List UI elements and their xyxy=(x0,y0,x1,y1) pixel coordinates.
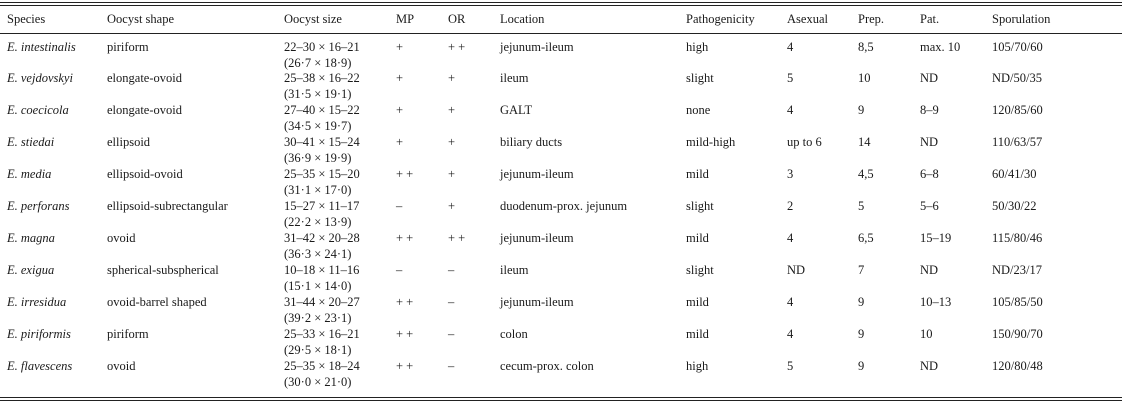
oocyst-size-range: 31–42 × 20–28 xyxy=(284,231,360,245)
col-header-oocyst-size: Oocyst size xyxy=(284,12,342,26)
cell-size xyxy=(277,199,389,231)
cell-pat: 6–8 xyxy=(920,167,939,181)
cell-location: jejunum-ileum xyxy=(500,167,574,181)
cell-asexual: 4 xyxy=(787,327,794,341)
cell-sporulation: 105/70/60 xyxy=(992,40,1043,54)
cell-mp: + + xyxy=(396,167,414,181)
cell-sporulation: 120/80/48 xyxy=(992,359,1043,373)
cell-size xyxy=(277,71,389,103)
oocyst-size-range: 31–44 × 20–27 xyxy=(284,295,360,309)
cell-shape: ovoid-barrel shaped xyxy=(107,295,207,309)
cell-size xyxy=(277,103,389,135)
cell-mp: + xyxy=(396,135,404,149)
cell-species: E. stiedai xyxy=(7,135,55,149)
oocyst-size-mean: (31·1 × 17·0) xyxy=(284,182,352,197)
cell-pat: ND xyxy=(920,135,939,149)
oocyst-size-mean: (31·5 × 19·1) xyxy=(284,86,352,101)
col-header-sporulation: Sporulation xyxy=(992,12,1051,26)
cell-species: E. intestinalis xyxy=(7,40,76,54)
oocyst-size-range: 25–35 × 18–24 xyxy=(284,359,360,373)
cell-pat: 8–9 xyxy=(920,103,939,117)
cell-sporulation: 115/80/46 xyxy=(992,231,1043,245)
cell-mp: + xyxy=(396,40,404,54)
col-header-prep: Prep. xyxy=(858,12,885,26)
table-row xyxy=(0,295,1122,327)
cell-location: colon xyxy=(500,327,528,341)
cell-or: + xyxy=(448,135,456,149)
oocyst-size-range: 30–41 × 15–24 xyxy=(284,135,360,149)
cell-asexual: 3 xyxy=(787,167,794,181)
cell-mp: + + xyxy=(396,231,414,245)
cell-size xyxy=(277,167,389,199)
oocyst-size-range: 10–18 × 11–16 xyxy=(284,263,360,277)
cell-asexual: 4 xyxy=(787,103,794,117)
cell-pathogenicity: slight xyxy=(686,263,714,277)
cell-location: biliary ducts xyxy=(500,135,563,149)
cell-mp: – xyxy=(396,199,403,213)
col-header-location: Location xyxy=(500,12,545,26)
cell-sporulation: 110/63/57 xyxy=(992,135,1043,149)
oocyst-size-range: 27–40 × 15–22 xyxy=(284,103,360,117)
cell-prep: 5 xyxy=(858,199,865,213)
eimeria-species-table xyxy=(0,6,1122,391)
cell-prep: 8,5 xyxy=(858,40,874,54)
oocyst-size-mean: (39·2 × 23·1) xyxy=(284,310,352,325)
cell-prep: 14 xyxy=(858,135,871,149)
cell-size xyxy=(277,327,389,359)
cell-mp: + xyxy=(396,103,404,117)
table-body xyxy=(0,33,1122,391)
oocyst-size-mean: (26·7 × 18·9) xyxy=(284,55,352,70)
cell-shape: elongate-ovoid xyxy=(107,103,182,117)
oocyst-size-range: 25–38 × 16–22 xyxy=(284,71,360,85)
cell-pathogenicity: mild xyxy=(686,231,709,245)
cell-species: E. media xyxy=(7,167,52,181)
cell-species: E. magna xyxy=(7,231,55,245)
cell-asexual: ND xyxy=(787,263,806,277)
cell-or: + + xyxy=(448,231,466,245)
table-row xyxy=(0,71,1122,103)
cell-pathogenicity: mild xyxy=(686,167,709,181)
cell-prep: 4,5 xyxy=(858,167,874,181)
cell-size xyxy=(277,295,389,327)
col-header-or: OR xyxy=(448,12,466,26)
cell-pat: 5–6 xyxy=(920,199,939,213)
cell-location: jejunum-ileum xyxy=(500,40,574,54)
cell-pat: 10–13 xyxy=(920,295,952,309)
cell-species: E. piriformis xyxy=(7,327,71,341)
cell-or: – xyxy=(448,295,455,309)
cell-or: + xyxy=(448,199,456,213)
oocyst-size-range: 22–30 × 16–21 xyxy=(284,40,360,54)
cell-size xyxy=(277,263,389,295)
oocyst-size-mean: (22·2 × 13·9) xyxy=(284,214,352,229)
cell-asexual: 2 xyxy=(787,199,794,213)
cell-sporulation: ND/23/17 xyxy=(992,263,1042,277)
cell-sporulation: 120/85/60 xyxy=(992,103,1043,117)
cell-size xyxy=(277,135,389,167)
cell-species: E. exigua xyxy=(7,263,55,277)
cell-shape: ovoid xyxy=(107,231,136,245)
cell-shape: spherical-subspherical xyxy=(107,263,219,277)
cell-pathogenicity: high xyxy=(686,40,709,54)
cell-shape: ellipsoid xyxy=(107,135,151,149)
table-row xyxy=(0,33,1122,71)
cell-pathogenicity: high xyxy=(686,359,709,373)
cell-location: cecum-prox. colon xyxy=(500,359,594,373)
cell-mp: – xyxy=(396,263,403,277)
cell-mp: + + xyxy=(396,327,414,341)
col-header-oocyst-shape: Oocyst shape xyxy=(107,12,174,26)
bottom-rule-inner xyxy=(0,400,1122,401)
cell-pathogenicity: mild-high xyxy=(686,135,736,149)
table-row xyxy=(0,199,1122,231)
cell-prep: 9 xyxy=(858,295,865,309)
cell-shape: piriform xyxy=(107,327,149,341)
cell-pat: ND xyxy=(920,71,939,85)
cell-asexual: 4 xyxy=(787,295,794,309)
cell-or: – xyxy=(448,327,455,341)
cell-species: E. coecicola xyxy=(7,103,69,117)
cell-prep: 6,5 xyxy=(858,231,874,245)
cell-prep: 7 xyxy=(858,263,865,277)
cell-sporulation: 50/30/22 xyxy=(992,199,1037,213)
col-header-mp: MP xyxy=(396,12,415,26)
cell-size xyxy=(277,359,389,391)
cell-mp: + + xyxy=(396,359,414,373)
table-row xyxy=(0,327,1122,359)
cell-prep: 9 xyxy=(858,103,865,117)
cell-location: duodenum-prox. jejunum xyxy=(500,199,628,213)
bottom-rule xyxy=(0,397,1122,398)
oocyst-size-mean: (34·5 × 19·7) xyxy=(284,118,352,133)
cell-or: + xyxy=(448,71,456,85)
cell-pat: ND xyxy=(920,359,939,373)
cell-pat: ND xyxy=(920,263,939,277)
table-row xyxy=(0,231,1122,263)
oocyst-size-mean: (29·5 × 18·1) xyxy=(284,342,352,357)
cell-location: jejunum-ileum xyxy=(500,295,574,309)
cell-size xyxy=(277,33,389,71)
cell-location: jejunum-ileum xyxy=(500,231,574,245)
cell-prep: 9 xyxy=(858,359,865,373)
cell-or: – xyxy=(448,359,455,373)
cell-sporulation: 60/41/30 xyxy=(992,167,1037,181)
col-header-asexual: Asexual xyxy=(787,12,828,26)
cell-asexual: 5 xyxy=(787,71,794,85)
cell-species: E. vejdovskyi xyxy=(7,71,73,85)
cell-asexual: up to 6 xyxy=(787,135,822,149)
oocyst-size-range: 15–27 × 11–17 xyxy=(284,199,360,213)
table-row xyxy=(0,167,1122,199)
cell-mp: + xyxy=(396,71,404,85)
cell-shape: ovoid xyxy=(107,359,136,373)
cell-mp: + + xyxy=(396,295,414,309)
header-row xyxy=(0,6,1122,33)
cell-pat: 10 xyxy=(920,327,933,341)
table-row xyxy=(0,103,1122,135)
cell-sporulation: 105/85/50 xyxy=(992,295,1043,309)
table-row xyxy=(0,263,1122,295)
cell-or: + xyxy=(448,103,456,117)
oocyst-size-mean: (36·9 × 19·9) xyxy=(284,150,352,165)
cell-prep: 10 xyxy=(858,71,871,85)
oocyst-size-mean: (15·1 × 14·0) xyxy=(284,278,352,293)
cell-sporulation: 150/90/70 xyxy=(992,327,1043,341)
cell-location: GALT xyxy=(500,103,533,117)
cell-pat: max. 10 xyxy=(920,40,961,54)
col-header-pathogenicity: Pathogenicity xyxy=(686,12,755,26)
cell-asexual: 5 xyxy=(787,359,794,373)
table-row xyxy=(0,359,1122,391)
oocyst-size-mean: (30·0 × 21·0) xyxy=(284,374,352,389)
cell-or: + xyxy=(448,167,456,181)
cell-pat: 15–19 xyxy=(920,231,952,245)
cell-or: – xyxy=(448,263,455,277)
cell-prep: 9 xyxy=(858,327,865,341)
cell-pathogenicity: mild xyxy=(686,327,709,341)
cell-shape: ellipsoid-ovoid xyxy=(107,167,183,181)
cell-species: E. flavescens xyxy=(7,359,73,373)
col-header-pat: Pat. xyxy=(920,12,940,26)
oocyst-size-range: 25–33 × 16–21 xyxy=(284,327,360,341)
table-row xyxy=(0,135,1122,167)
cell-shape: piriform xyxy=(107,40,149,54)
oocyst-size-mean: (36·3 × 24·1) xyxy=(284,246,352,261)
cell-shape: elongate-ovoid xyxy=(107,71,182,85)
cell-size xyxy=(277,231,389,263)
cell-species: E. perforans xyxy=(7,199,70,213)
cell-location: ileum xyxy=(500,263,529,277)
cell-or: + + xyxy=(448,40,466,54)
cell-pathogenicity: slight xyxy=(686,71,714,85)
top-rule xyxy=(0,2,1122,3)
col-header-species: Species xyxy=(7,12,46,26)
cell-location: ileum xyxy=(500,71,529,85)
cell-asexual: 4 xyxy=(787,40,794,54)
cell-pathogenicity: none xyxy=(686,103,711,117)
cell-species: E. irresidua xyxy=(7,295,67,309)
cell-pathogenicity: mild xyxy=(686,295,709,309)
cell-sporulation: ND/50/35 xyxy=(992,71,1042,85)
cell-pathogenicity: slight xyxy=(686,199,714,213)
cell-asexual: 4 xyxy=(787,231,794,245)
oocyst-size-range: 25–35 × 15–20 xyxy=(284,167,360,181)
cell-shape: ellipsoid-subrectangular xyxy=(107,199,228,213)
